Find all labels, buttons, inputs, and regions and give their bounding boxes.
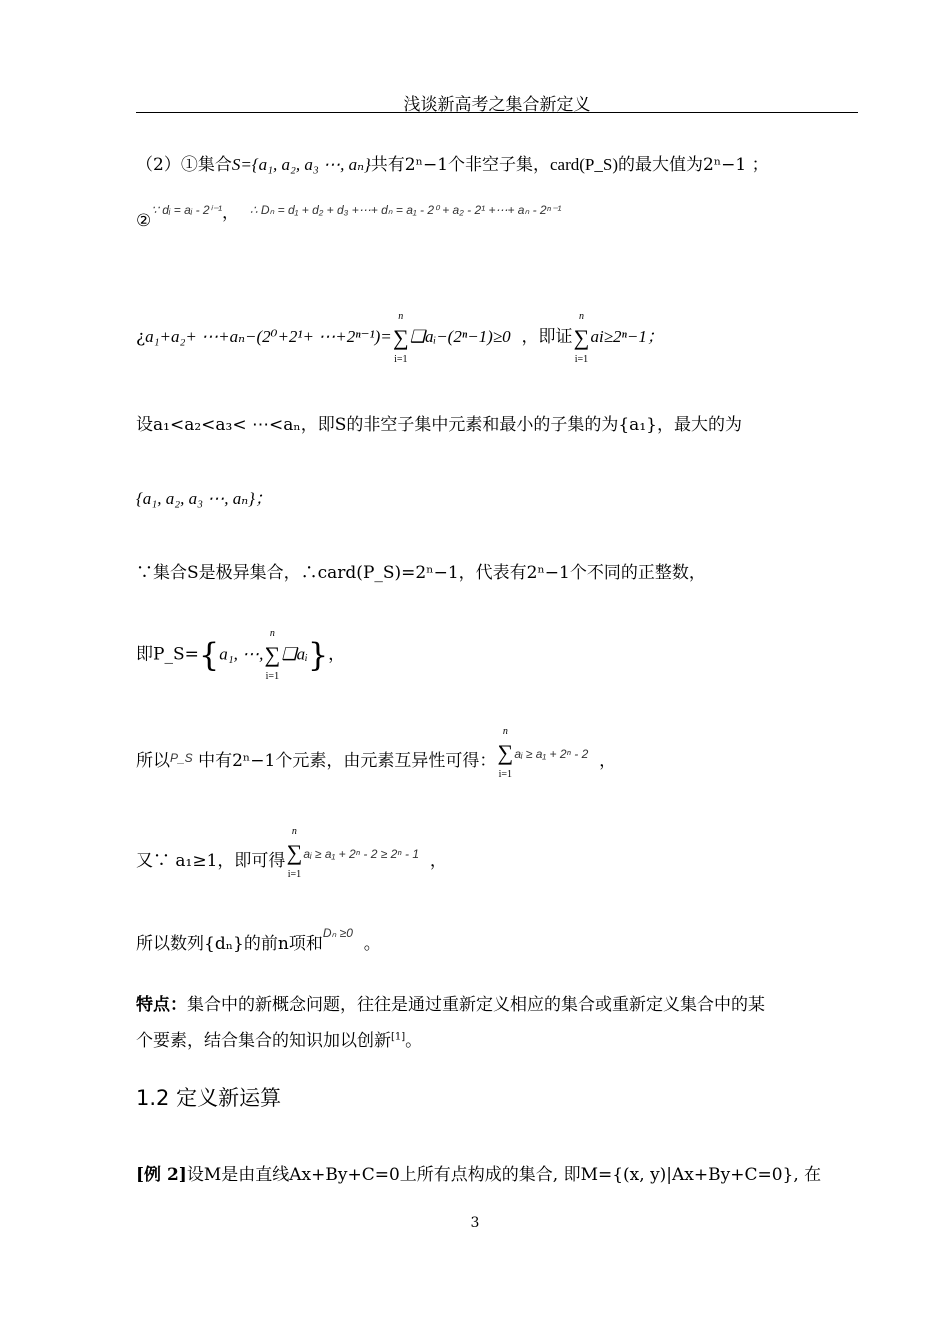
text-line-2 — [136, 198, 561, 231]
line1-set: S={a₁, a₂, a₃ ⋯, aₙ} — [231, 155, 371, 174]
line10-expression: Dₙ ≥0 — [322, 926, 353, 940]
line3-sum-symbol: ∑ n i=1 — [392, 325, 410, 351]
line3-middle-text: ，即证 — [521, 327, 573, 347]
line7-elements: a₁, ⋯, — [219, 644, 264, 664]
line7-left-brace: { — [198, 636, 220, 674]
text-line-4: 设a₁<a₂<a₃< ⋯<aₙ，即S的非空子集中元素和最小的子集的为{a₁}，最大的为 — [136, 415, 742, 435]
line7-prefix: 即P_S= — [136, 644, 199, 665]
text-line-1 — [136, 150, 769, 175]
line1-middle: 共有2ⁿ−1个非空子集， — [370, 155, 551, 175]
example-line — [136, 1160, 821, 1185]
text-line-3 — [136, 310, 664, 365]
line10-end: 。 — [363, 934, 381, 954]
text-line-5: {a₁, a₂, a₃ ⋯, aₙ}； — [136, 489, 272, 508]
line3-sum-top: n — [398, 310, 404, 322]
line3-sum-symbol-2: ∑ n i=1 — [572, 325, 590, 351]
line3-after-sum-2: ai≥2ⁿ−1； — [590, 327, 664, 346]
line8-end: ， — [599, 751, 617, 771]
line7-end: ， — [328, 644, 346, 665]
example-text: 设M是由直线Ax+By+C=0上所有点构成的集合, 即M={(x, y)|Ax+By+C=0}, 在 — [186, 1165, 822, 1185]
line9-end: ， — [429, 851, 447, 871]
text-line-9 — [136, 826, 447, 880]
line8-expression: aᵢ ≥ a₁ + 2ⁿ - 2 — [514, 747, 589, 761]
header-rule — [136, 112, 858, 113]
feature-end: 。 — [405, 1031, 423, 1051]
feature-line-2 — [136, 1026, 422, 1051]
line2-circled-two: ② — [136, 211, 152, 231]
line8-middle: 中有2ⁿ−1个元素，由元素互异性可得： — [198, 751, 497, 771]
line9-expression: aᵢ ≥ a₁ + 2ⁿ - 2 ≥ 2ⁿ - 1 — [303, 847, 420, 861]
line9-sum-bottom: i=1 — [287, 869, 302, 880]
feature-text-1: 集合中的新概念问题，往往是通过重新定义相应的集合或重新定义集合中的某 — [187, 995, 765, 1015]
line8-sum-bottom: i=1 — [498, 769, 513, 780]
example-label: [例 2] — [136, 1165, 187, 1185]
text-line-8 — [136, 726, 617, 780]
line9-sum-top: n — [291, 826, 297, 837]
line8-ps: P_S — [170, 751, 193, 765]
text-line-6: ∵集合S是极异集合，∴card(P_S)=2ⁿ−1，代表有2ⁿ−1个不同的正整数， — [136, 563, 706, 583]
text-line-10 — [136, 926, 381, 954]
text-line-7 — [136, 628, 346, 682]
line8-sum-symbol: ∑ n i=1 — [496, 740, 514, 766]
line7-right-brace: } — [307, 636, 329, 674]
section-heading: 1.2 定义新运算 — [136, 1086, 282, 1110]
line3-start: ¿ — [136, 327, 146, 347]
line9-sum-symbol: ∑ n i=1 — [285, 840, 303, 866]
line7-sum-top: n — [269, 628, 275, 639]
line2-comma: ， — [222, 203, 240, 223]
feature-line-1 — [136, 990, 765, 1015]
line3-sum-bottom: i=1 — [394, 353, 408, 365]
line9-prefix: 又∵ a₁≥1，即可得 — [136, 851, 286, 871]
line2-because-formula: ∵ dᵢ = aᵢ - 2ⁱ⁻¹ — [151, 203, 223, 217]
page-number: 3 — [470, 1215, 480, 1231]
feature-text-2: 个要素，结合集合的知识加以创新 — [136, 1031, 391, 1051]
line1-card: card(P_S) — [550, 155, 618, 174]
feature-label: 特点： — [136, 995, 187, 1015]
line3-sum-bottom-2: i=1 — [574, 353, 589, 365]
line8-sum-top: n — [502, 726, 508, 737]
citation-ref: [1] — [391, 1031, 406, 1043]
line7-sum-bottom: i=1 — [265, 671, 280, 682]
line3-expression: a₁+a₂+ ⋯+aₙ−(2⁰+2¹+ ⋯+2ⁿ⁻¹)= — [145, 327, 392, 346]
page-header-title: 浅谈新高考之集合新定义 — [403, 95, 591, 115]
line10-prefix: 所以数列{dₙ}的前n项和 — [136, 934, 323, 954]
line8-prefix: 所以 — [136, 751, 170, 771]
line2-therefore-formula: ∴ Dₙ = d₁ + d₂ + d₃ +⋯+ dₙ = a₁ - 2⁰ + a₂ - 2¹ +⋯+ aₙ - 2ⁿ⁻¹ — [249, 203, 562, 217]
line3-after-sum: ❑aᵢ−(2ⁿ−1)≥0 — [409, 327, 511, 346]
line7-sum-symbol: ∑ n i=1 — [263, 642, 281, 668]
line1-suffix: 的最大值为2ⁿ−1 ； — [618, 155, 769, 175]
line1-prefix: （2）①集合 — [136, 155, 232, 175]
line3-sum-top-2: n — [578, 310, 584, 322]
line7-sum-term: ❑aᵢ — [281, 644, 308, 664]
